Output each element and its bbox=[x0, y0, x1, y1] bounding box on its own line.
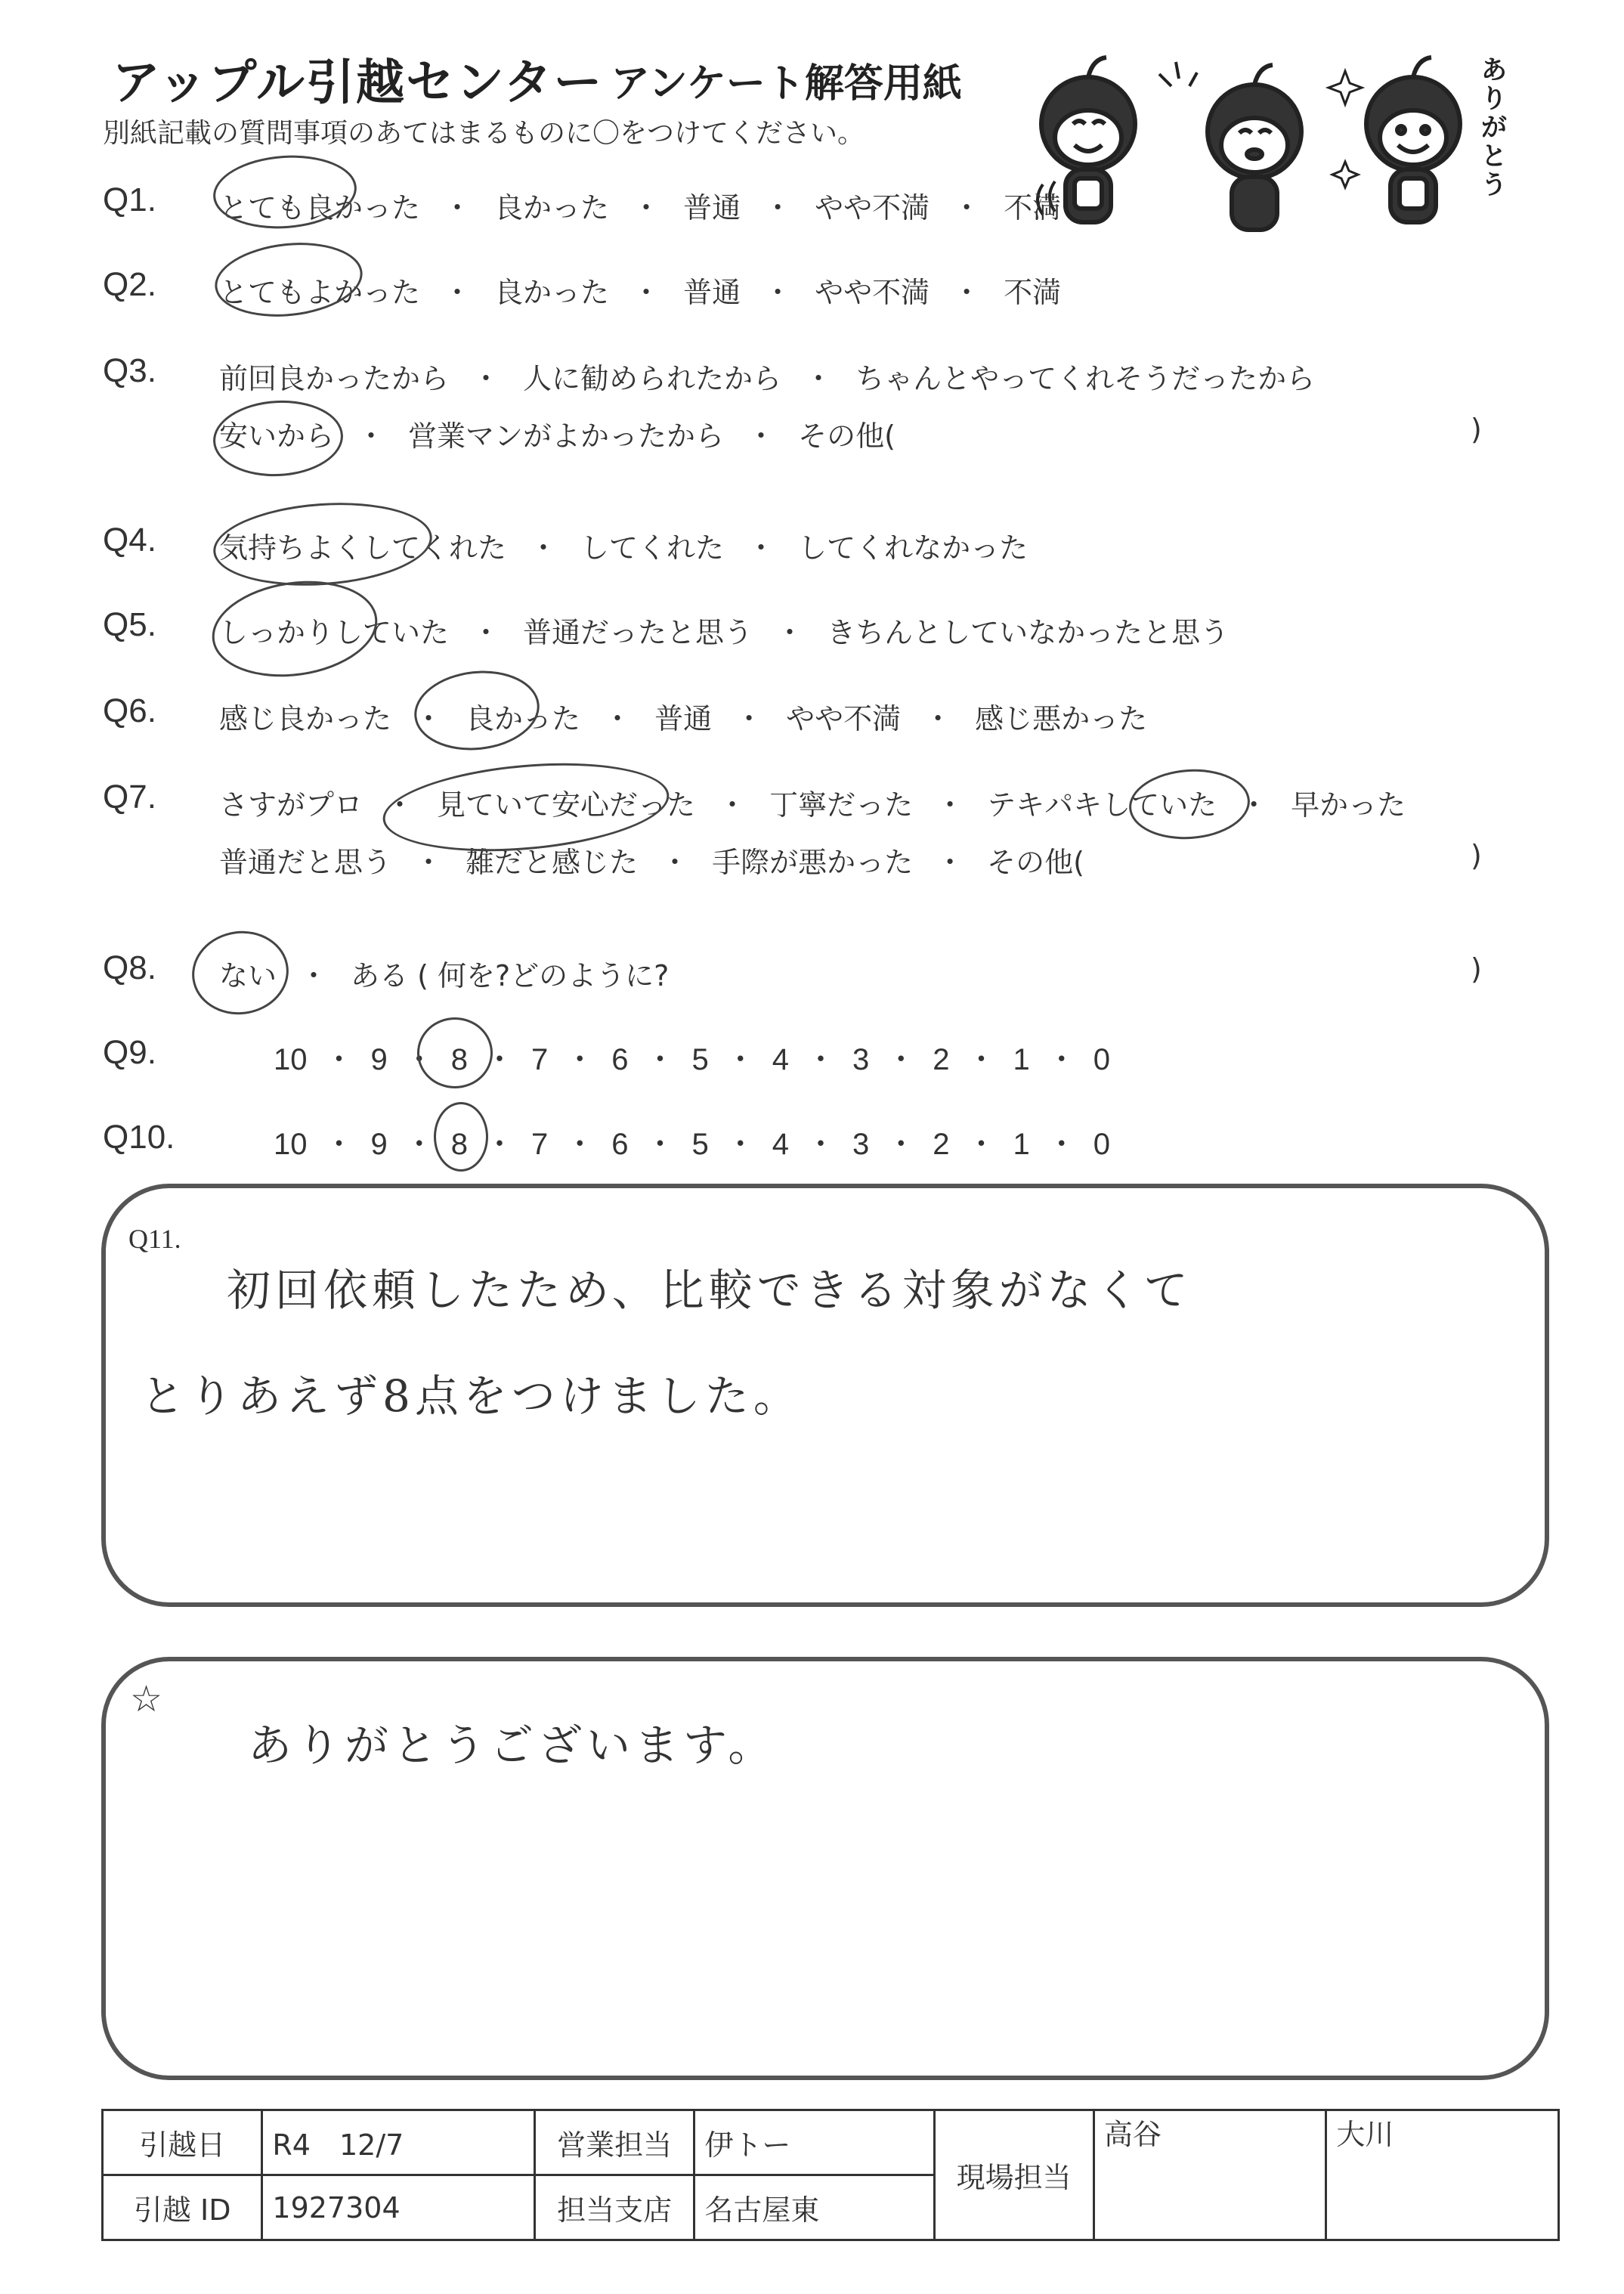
option[interactable]: 感じ良かった bbox=[219, 702, 392, 735]
score-option[interactable]: 10 bbox=[274, 1128, 308, 1161]
option[interactable]: やや不満 bbox=[786, 702, 902, 735]
option[interactable]: その他( bbox=[798, 419, 896, 453]
option[interactable]: 良かった bbox=[494, 191, 610, 224]
selected-answer-circle bbox=[1127, 766, 1252, 844]
option[interactable]: 良かった bbox=[466, 702, 581, 735]
option[interactable]: 安いから bbox=[219, 419, 335, 453]
sales-staff-label: 営業担当 bbox=[535, 2110, 694, 2175]
q8-close-paren: ) bbox=[1471, 952, 1482, 986]
q4-label: Q4. bbox=[103, 522, 156, 559]
score-option[interactable]: 7 bbox=[531, 1128, 549, 1161]
option[interactable]: その他( bbox=[987, 846, 1084, 879]
selected-answer-circle bbox=[410, 665, 543, 757]
selected-answer-circle bbox=[211, 496, 435, 593]
option[interactable]: 普通 bbox=[683, 276, 741, 309]
option[interactable]: 丁寧だった bbox=[769, 788, 914, 822]
option[interactable]: 雑だと感じた bbox=[466, 846, 639, 879]
selected-score-circle bbox=[434, 1102, 488, 1172]
q3-options-line1: 前回良かったから ・ 人に勧められたから ・ ちゃんとやってくれそうだったから bbox=[219, 355, 1315, 397]
option[interactable]: しっかりしていた bbox=[219, 616, 450, 649]
score-option[interactable]: 8 bbox=[450, 1043, 468, 1076]
q10-label: Q10. bbox=[103, 1119, 175, 1156]
score-option[interactable]: 1 bbox=[1013, 1128, 1030, 1161]
option[interactable]: 普通 bbox=[654, 702, 713, 735]
q3-close-paren: ) bbox=[1471, 413, 1482, 446]
score-option[interactable]: 4 bbox=[772, 1043, 789, 1076]
q2-options: とてもよかった ・ 良かった ・ 普通 ・ やや不満 ・ 不満 bbox=[219, 269, 1061, 311]
branch-value[interactable]: 名古屋東 bbox=[694, 2175, 934, 2240]
score-option[interactable]: 4 bbox=[772, 1128, 789, 1161]
score-option[interactable]: 0 bbox=[1093, 1043, 1110, 1076]
q4-options: 気持ちよくしてくれた ・ してくれた ・ してくれなかった bbox=[219, 525, 1028, 566]
q6-label: Q6. bbox=[103, 692, 156, 729]
option[interactable]: きちんとしていなかったと思う bbox=[827, 616, 1230, 649]
move-date-label: 引越日 bbox=[103, 2110, 262, 2175]
score-option[interactable]: 6 bbox=[611, 1128, 629, 1161]
option[interactable]: 感じ悪かった bbox=[975, 702, 1148, 735]
q1-options: とても良かった ・ 良かった ・ 普通 ・ やや不満 ・ 不満 bbox=[219, 184, 1061, 226]
score-option[interactable]: 1 bbox=[1013, 1043, 1030, 1076]
q5-options: しっかりしていた ・ 普通だったと思う ・ きちんとしていなかったと思う bbox=[219, 609, 1229, 651]
option[interactable]: 普通 bbox=[683, 191, 741, 224]
option[interactable]: 不満 bbox=[1004, 191, 1062, 224]
option[interactable]: ない bbox=[219, 959, 277, 992]
q7-close-paren: ) bbox=[1471, 839, 1482, 872]
q8-label: Q8. bbox=[103, 949, 156, 986]
q7-options-line1: さすがプロ ・ 見ていて安心だった ・ 丁寧だった ・ テキパキしていた ・ 早かった bbox=[219, 782, 1406, 823]
move-date-value[interactable]: R4 12/7 bbox=[262, 2110, 535, 2175]
q9-scale: 10 ・ 9 ・ 8 ・ 7 ・ 6 ・ 5 ・ 4 ・ 3 ・ 2 ・ 1 ・ 0 bbox=[274, 1043, 1110, 1076]
option[interactable]: とてもよかった bbox=[219, 276, 421, 309]
option[interactable]: 営業マンがよかったから bbox=[408, 419, 725, 453]
q5-label: Q5. bbox=[103, 606, 156, 643]
q6-options: 感じ良かった ・ 良かった ・ 普通 ・ やや不満 ・ 感じ悪かった bbox=[219, 695, 1147, 737]
branch-label: 担当支店 bbox=[535, 2175, 694, 2240]
option[interactable]: 普通だと思う bbox=[219, 846, 392, 879]
q7-label: Q7. bbox=[103, 779, 156, 816]
score-option[interactable]: 3 bbox=[852, 1128, 870, 1161]
mascot-illustration bbox=[1028, 48, 1519, 245]
option[interactable]: 良かった bbox=[494, 276, 610, 309]
instruction-text: 別紙記載の質問事項のあてはまるものに〇をつけてください。 bbox=[103, 118, 865, 149]
q10-scale: 10 ・ 9 ・ 8 ・ 7 ・ 6 ・ 5 ・ 4 ・ 3 ・ 2 ・ 1 ・ 0 bbox=[274, 1128, 1110, 1161]
score-option[interactable]: 3 bbox=[852, 1043, 870, 1076]
option[interactable]: やや不満 bbox=[815, 276, 930, 309]
monkey-mascots-icon bbox=[1028, 48, 1519, 245]
star-icon: ☆ bbox=[130, 1679, 163, 1720]
site-staff-label: 現場担当 bbox=[934, 2110, 1093, 2240]
option[interactable]: 人に勧められたから bbox=[523, 362, 782, 395]
score-option[interactable]: 2 bbox=[933, 1043, 950, 1076]
q8-options: ない ・ ある ( 何を?どのように? bbox=[219, 952, 669, 994]
score-option[interactable]: 8 bbox=[450, 1128, 468, 1161]
site-staff-1-value[interactable]: 高谷 bbox=[1093, 2110, 1326, 2240]
score-option[interactable]: 5 bbox=[691, 1128, 709, 1161]
option[interactable]: 前回良かったから bbox=[219, 362, 450, 395]
q11-label: Q11. bbox=[128, 1224, 181, 1254]
score-option[interactable]: 7 bbox=[531, 1043, 549, 1076]
mascot-thanks-text: ありがとう bbox=[1481, 55, 1507, 200]
score-option[interactable]: 10 bbox=[274, 1043, 308, 1076]
q1-label: Q1. bbox=[103, 181, 156, 218]
footer-info-table bbox=[101, 2109, 1560, 2241]
q11-handwritten-line2: とりあえず8点をつけました。 bbox=[141, 1370, 802, 1422]
q3-label: Q3. bbox=[103, 352, 156, 389]
selected-score-circle bbox=[417, 1017, 493, 1088]
option[interactable]: 不満 bbox=[1004, 276, 1062, 309]
option[interactable]: 普通だったと思う bbox=[523, 616, 753, 649]
q7-options-line2: 普通だと思う ・ 雑だと感じた ・ 手際が悪かった ・ その他( bbox=[219, 839, 1084, 881]
q2-label: Q2. bbox=[103, 266, 156, 303]
option[interactable]: テキパキしていた bbox=[987, 788, 1217, 822]
sales-staff-value[interactable]: 伊トー bbox=[694, 2110, 934, 2175]
company-title: アップル引越センター bbox=[112, 55, 604, 111]
move-id-label: 引越 ID bbox=[103, 2175, 262, 2240]
score-option[interactable]: 9 bbox=[370, 1128, 388, 1161]
move-id-value[interactable]: 1927304 bbox=[262, 2175, 535, 2240]
option[interactable]: 手際が悪かった bbox=[712, 846, 914, 879]
option[interactable]: ある ( 何を?どのように? bbox=[351, 959, 670, 992]
option[interactable]: 気持ちよくしてくれた bbox=[219, 531, 507, 565]
score-option[interactable]: 0 bbox=[1093, 1128, 1110, 1161]
q11-handwritten-line1: 初回依頼したため、比較できる対象がなくて bbox=[227, 1265, 1192, 1316]
option[interactable]: さすがプロ bbox=[219, 788, 363, 822]
option[interactable]: 早かった bbox=[1291, 788, 1406, 822]
selected-answer-circle bbox=[212, 398, 345, 480]
option[interactable]: 見ていて安心だった bbox=[437, 788, 696, 822]
score-option[interactable]: 5 bbox=[691, 1043, 709, 1076]
option[interactable]: してくれなかった bbox=[798, 531, 1029, 565]
q3-options-line2: 安いから ・ 営業マンがよかったから ・ その他( bbox=[219, 413, 896, 454]
q9-label: Q9. bbox=[103, 1034, 156, 1071]
selected-answer-circle bbox=[187, 925, 294, 1021]
star-handwritten-text: ありがとうございます。 bbox=[248, 1720, 777, 1771]
selected-answer-circle bbox=[206, 571, 383, 686]
option[interactable]: とても良かった bbox=[219, 191, 421, 224]
option[interactable]: ちゃんとやってくれそうだったから bbox=[855, 362, 1316, 395]
option[interactable]: やや不満 bbox=[815, 191, 930, 224]
option[interactable]: してくれた bbox=[580, 531, 725, 565]
form-title: アンケート解答用紙 bbox=[611, 61, 962, 107]
score-option[interactable]: 2 bbox=[933, 1128, 950, 1161]
site-staff-2-value[interactable]: 大川 bbox=[1326, 2110, 1559, 2240]
score-option[interactable]: 9 bbox=[370, 1043, 388, 1076]
score-option[interactable]: 6 bbox=[611, 1043, 629, 1076]
